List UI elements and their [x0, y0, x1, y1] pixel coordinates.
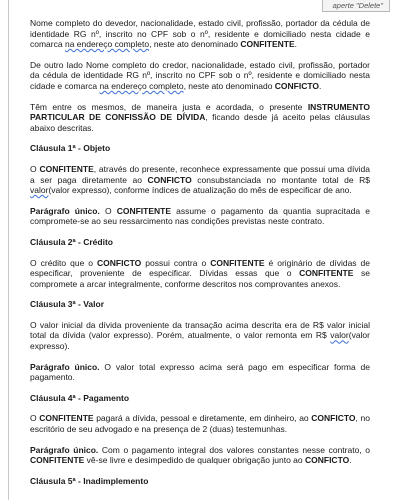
text-run: O valor total expresso acima será pago em especificar forma de pagamento.	[30, 361, 370, 383]
clause-3-paragraph[interactable]	[30, 362, 370, 383]
clause-1-paragraph[interactable]	[30, 206, 370, 227]
party-term: CONFITENTE	[116, 205, 172, 216]
instrument-title: INSTRUMENTO PARTICULAR DE CONFISSÃO DE DÍVIDA	[30, 101, 370, 123]
spellcheck-underlined-text[interactable]: na endereço completo	[64, 39, 150, 50]
text-run: (valor expresso), conforme índices de atualização do mês de especificar de ano.	[48, 185, 352, 196]
party-term: CONFICTO	[311, 413, 356, 424]
paragraph-debtor[interactable]	[30, 18, 370, 50]
party-term: CONFITENTE	[39, 413, 94, 424]
text-run: De outro lado Nome completo do credor, nacionalidade, estado civil, profissão, portador da cédula de identidade RG nº, inscrito no CPF sob o nº, residente e domiciliado nesta cidade e comarca	[30, 59, 370, 91]
document-body[interactable]	[30, 18, 370, 496]
text-run: Com o pagamento integral dos valores constantes nesse contrato, o	[98, 444, 370, 455]
text-run: O	[99, 205, 117, 216]
text-run: .	[349, 455, 352, 466]
text-run: , neste ato denominado	[149, 39, 241, 50]
party-term: CONFICTO	[147, 174, 192, 185]
text-run: , no escritório de seu advogado e na presença de 2 (duas) testemunhas.	[30, 413, 370, 435]
clause-1-heading: Cláusula 1ª - Objeto	[30, 143, 111, 154]
party-term: CONFICTO	[97, 257, 142, 268]
text-run: pagará a dívida, pessoal e diretamente, em dinheiro, ao	[93, 413, 312, 424]
clause-1-text[interactable]	[30, 164, 370, 196]
clause-2-heading: Cláusula 2ª - Crédito	[30, 236, 113, 247]
party-term: CONFITENTE	[299, 268, 354, 279]
text-run: , ficando desde já aceito pelas cláusulas abaixo descritas.	[30, 112, 370, 133]
text-run: é originário de dívidas de especificar, proveniente de especificar. Dívidas essas que o	[30, 257, 371, 279]
text-run: vê-se livre e desimpedido de qualquer obrigação junto ao	[84, 455, 305, 466]
party-term: CONFICTO	[304, 455, 350, 466]
paragraph-label: Parágrafo único.	[30, 205, 100, 216]
paragraph-agreement[interactable]	[30, 102, 370, 134]
text-run: O	[30, 163, 40, 174]
text-run: Têm entre os mesmos, de maneira justa e acordada, o presente	[30, 101, 308, 112]
spellcheck-underlined-text[interactable]: valor	[330, 330, 349, 341]
party-term: CONFITENTE	[240, 39, 295, 50]
text-run: assume o pagamento da quantia supracitada e compromete-se ao seu ressarcimento nas condições previstas neste contrato.	[30, 205, 370, 227]
page-left-edge	[8, 0, 9, 500]
text-run: consubstanciada no montante total de R$	[191, 174, 370, 185]
text-run: , através do presente, reconhece expressamente que possui uma dívida a ser paga diretamente ao	[30, 163, 370, 185]
clause-4-paragraph[interactable]	[30, 445, 370, 466]
clause-3-heading: Cláusula 3ª - Valor	[30, 299, 105, 310]
paragraph-creditor[interactable]	[30, 60, 370, 92]
text-run: .	[294, 39, 297, 50]
clause-3-text[interactable]	[30, 320, 370, 352]
clause-4-heading: Cláusula 4ª - Pagamento	[30, 392, 130, 403]
paragraph-label: Parágrafo único.	[30, 361, 100, 372]
text-run: O valor inicial da dívida proveniente da transação acima descrita era de R$ valor inicial total da dívida (valor expresso). Porém, atualmente, o valor remonta em R$	[30, 319, 370, 341]
spellcheck-underlined-text[interactable]: na endereço completo	[99, 80, 184, 91]
text-run: se compromete a arcar integralmente, conforme descritos nos comprovantes anexos.	[30, 268, 370, 289]
clause-2-text[interactable]	[30, 258, 370, 290]
text-run: possui contra o	[141, 257, 211, 268]
clause-5-heading: Cláusula 5ª - Inadimplemento	[30, 475, 149, 486]
clause-4-text[interactable]	[30, 413, 370, 434]
party-term: CONFICTO	[274, 80, 320, 91]
text-run: O crédito que o	[30, 257, 98, 268]
party-term: CONFITENTE	[210, 257, 265, 268]
party-term: CONFITENTE	[30, 455, 85, 466]
text-run: Nome completo do devedor, nacionalidade, estado civil, profissão, portador da cédula de identidade RG nº, inscrito no CPF sob o nº, residente e domiciliado nesta cidade e comarca	[30, 18, 370, 50]
spellcheck-underlined-text[interactable]: valor	[30, 185, 49, 196]
text-run: , neste ato denominado	[183, 80, 275, 91]
text-run: .	[319, 80, 322, 91]
text-run: (valor expresso).	[30, 330, 370, 352]
hint-box: aperte "Delete"	[322, 0, 390, 12]
text-run: O	[30, 413, 40, 424]
paragraph-label: Parágrafo único.	[30, 444, 99, 455]
party-term: CONFITENTE	[39, 163, 94, 174]
